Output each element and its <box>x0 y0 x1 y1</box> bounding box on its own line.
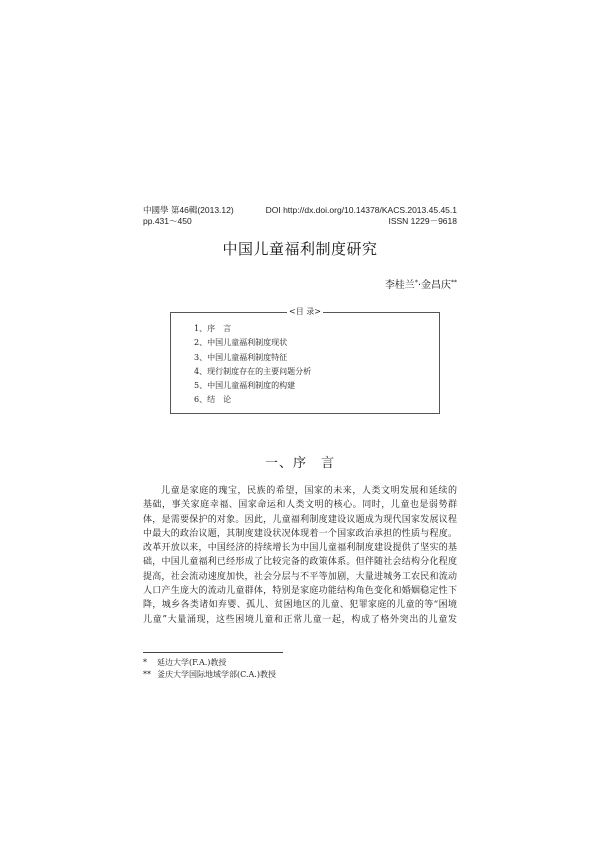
footnotes <box>143 657 276 681</box>
text-line: 体，是需要保护的对象。因此，儿童福利制度建设议题成为现代国家发展议程 <box>143 514 457 525</box>
text-line: 础，中国儿童福利已经形成了比较完备的政策体系。但伴随社会结构分化程度 <box>143 557 457 568</box>
authors <box>385 276 457 291</box>
author-separator: · <box>417 280 421 291</box>
text-line: 基础，事关家庭幸福、国家命运和人类文明的核心。同时，儿童也是弱势群 <box>143 500 457 511</box>
text-line: 儿童是家庭的瑰宝，民族的希望，国家的未来，人类文明发展和延续的 <box>161 486 457 496</box>
text-line: 儿童”大量涌现，这些困境儿童和正常儿童一起，构成了格外突出的儿童发 <box>143 614 457 625</box>
footnote-mark: * <box>143 658 147 667</box>
table-of-contents <box>170 307 440 414</box>
author-name: 李桂兰 <box>384 280 415 291</box>
footnote-text: 延边大学(F.A.)教授 <box>157 658 227 667</box>
pages-line: pp.431～450 <box>143 216 192 226</box>
doi-info <box>266 205 457 227</box>
toc-item: 5、中国儿童福利制度的构建 <box>194 381 296 391</box>
toc-item: 2、中国儿童福利制度现状 <box>194 338 288 348</box>
journal-line: 中國學 第46輯(2013.12) <box>143 205 234 215</box>
footnote-mark: ** <box>143 670 151 679</box>
toc-item: 6、结 论 <box>194 395 232 405</box>
author-mark: * <box>414 279 418 286</box>
text-line: 人口产生庞大的流动儿童群体，特别是家庭功能结构角色变化和婚姻稳定性下 <box>143 586 457 597</box>
footnote-divider <box>143 652 283 653</box>
text-line: 降，城乡各类诸如弃婴、孤儿、贫困地区的儿童、犯罪家庭的儿童的等“困境 <box>143 600 457 611</box>
text-line: 改革开放以来，中国经济的持续增长为中国儿童福利制度建设提供了坚实的基 <box>143 543 457 554</box>
toc-item: 1、序 言 <box>194 324 232 333</box>
toc-item: 4、现行制度存在的主要问题分析 <box>194 366 312 376</box>
text-line: 中最大的政治议题，其制度建设状况体现着一个国家政治承担的性质与程度。 <box>143 528 457 539</box>
issn-line: ISSN 1229－9618 <box>388 216 457 226</box>
toc-item: 3、中国儿童福利制度特征 <box>194 352 288 362</box>
paper-title: 中国儿童福利制度研究 <box>222 240 378 258</box>
toc-list <box>194 322 311 408</box>
footnote-text: 釜庆大学国际地域学部(C.A.)教授 <box>157 670 276 679</box>
text-line: 提高，社会流动速度加快，社会分层与不平等加剧，大量进城务工农民和流动 <box>143 571 457 582</box>
footnote <box>143 657 276 669</box>
doi-line: DOI http://dx.doi.org/10.14378/KACS.2013.45.45.1 <box>265 205 457 215</box>
author-mark: ** <box>451 279 457 286</box>
author-name: 金昌庆 <box>421 280 451 291</box>
body-paragraph <box>143 484 457 627</box>
toc-heading: <目 录> <box>289 307 321 316</box>
journal-info <box>143 205 234 227</box>
section-heading: 一、序 言 <box>264 456 335 471</box>
footnote <box>143 669 276 681</box>
